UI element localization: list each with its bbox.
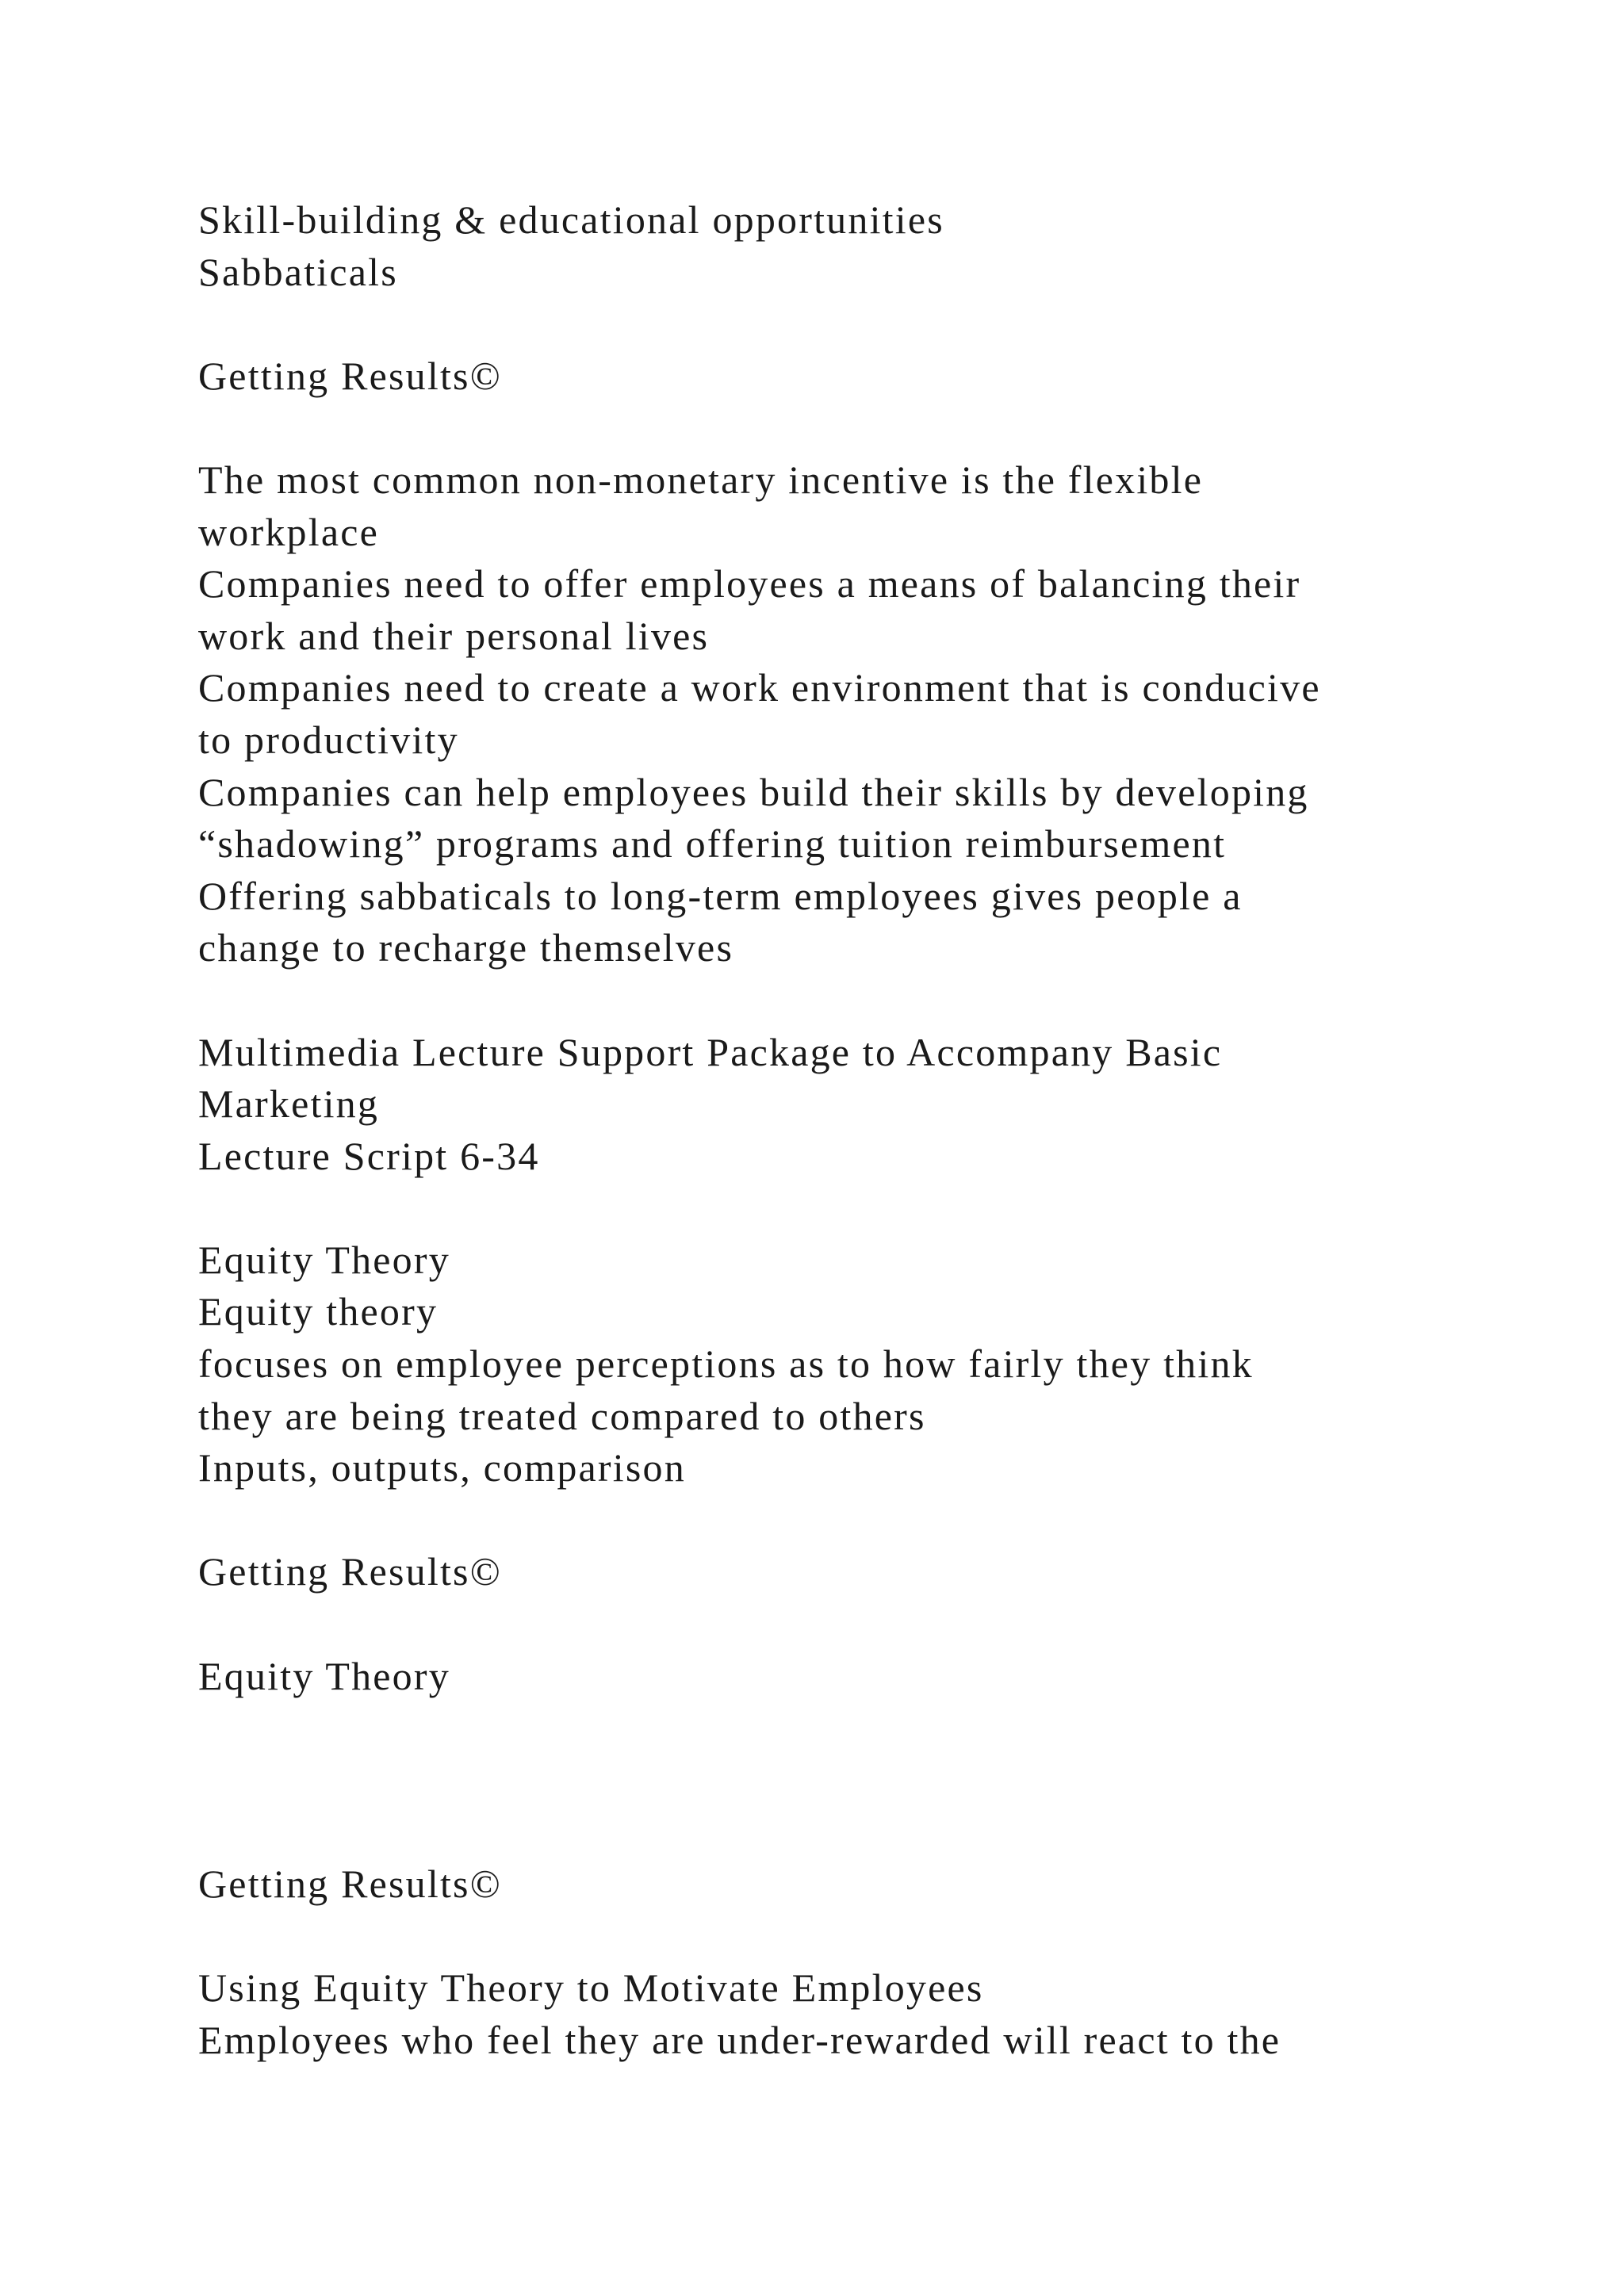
- section-heading-using-equity-theory: Using Equity Theory to Motivate Employees: [198, 1965, 984, 2011]
- blank-line: [198, 974, 1562, 1027]
- slide-footer-getting-results: Getting Results©: [198, 1862, 502, 1907]
- definition-line: focuses on employee perceptions as to how fairly they think: [198, 1341, 1254, 1387]
- blank-lines: [198, 1702, 1562, 1858]
- blank-line: [198, 1182, 1562, 1234]
- bullet-skill-building: Skill-building & educational opportunities: [198, 197, 944, 242]
- blank-line: [198, 1911, 1562, 1963]
- section-heading-equity-theory: Equity Theory: [198, 1653, 450, 1698]
- section-heading-equity-theory: Equity Theory: [198, 1237, 450, 1282]
- paragraph-line: Offering sabbaticals to long-term employees gives people a: [198, 873, 1243, 918]
- lecture-script-label: Lecture Script 6-34: [198, 1133, 540, 1178]
- paragraph-line: “shadowing” programs and offering tuition reimbursement: [198, 821, 1227, 867]
- slide-footer-getting-results: Getting Results©: [198, 353, 502, 398]
- slide-footer-getting-results: Getting Results©: [198, 1549, 502, 1594]
- paragraph-line: Companies need to offer employees a means of balancing their: [198, 561, 1301, 607]
- blank-line: [198, 1598, 1562, 1651]
- definition-line: they are being treated compared to others: [198, 1393, 926, 1438]
- paragraph-line: Employees who feel they are under-rewarded will react to the: [198, 2017, 1281, 2062]
- package-title-line: Marketing: [198, 1081, 380, 1127]
- term-equity-theory: Equity theory: [198, 1289, 439, 1334]
- paragraph-line: workplace: [198, 509, 380, 554]
- package-title-line: Multimedia Lecture Support Package to Accompany Basic: [198, 1029, 1223, 1074]
- paragraph-line: The most common non-monetary incentive is the flexible: [198, 457, 1204, 502]
- bullet-sabbaticals: Sabbaticals: [198, 249, 398, 294]
- paragraph-line: change to recharge themselves: [198, 925, 734, 970]
- blank-line: [198, 1494, 1562, 1547]
- paragraph-line: Companies need to create a work environment that is conducive: [198, 665, 1321, 710]
- bullet-inputs-outputs: Inputs, outputs, comparison: [198, 1445, 686, 1490]
- paragraph-line: to productivity: [198, 717, 459, 762]
- paragraph-line: Companies can help employees build their skills by developing: [198, 769, 1309, 814]
- blank-line: [198, 402, 1562, 454]
- paragraph-line: work and their personal lives: [198, 613, 710, 658]
- blank-line: [198, 298, 1562, 350]
- document-page: [198, 194, 1562, 2066]
